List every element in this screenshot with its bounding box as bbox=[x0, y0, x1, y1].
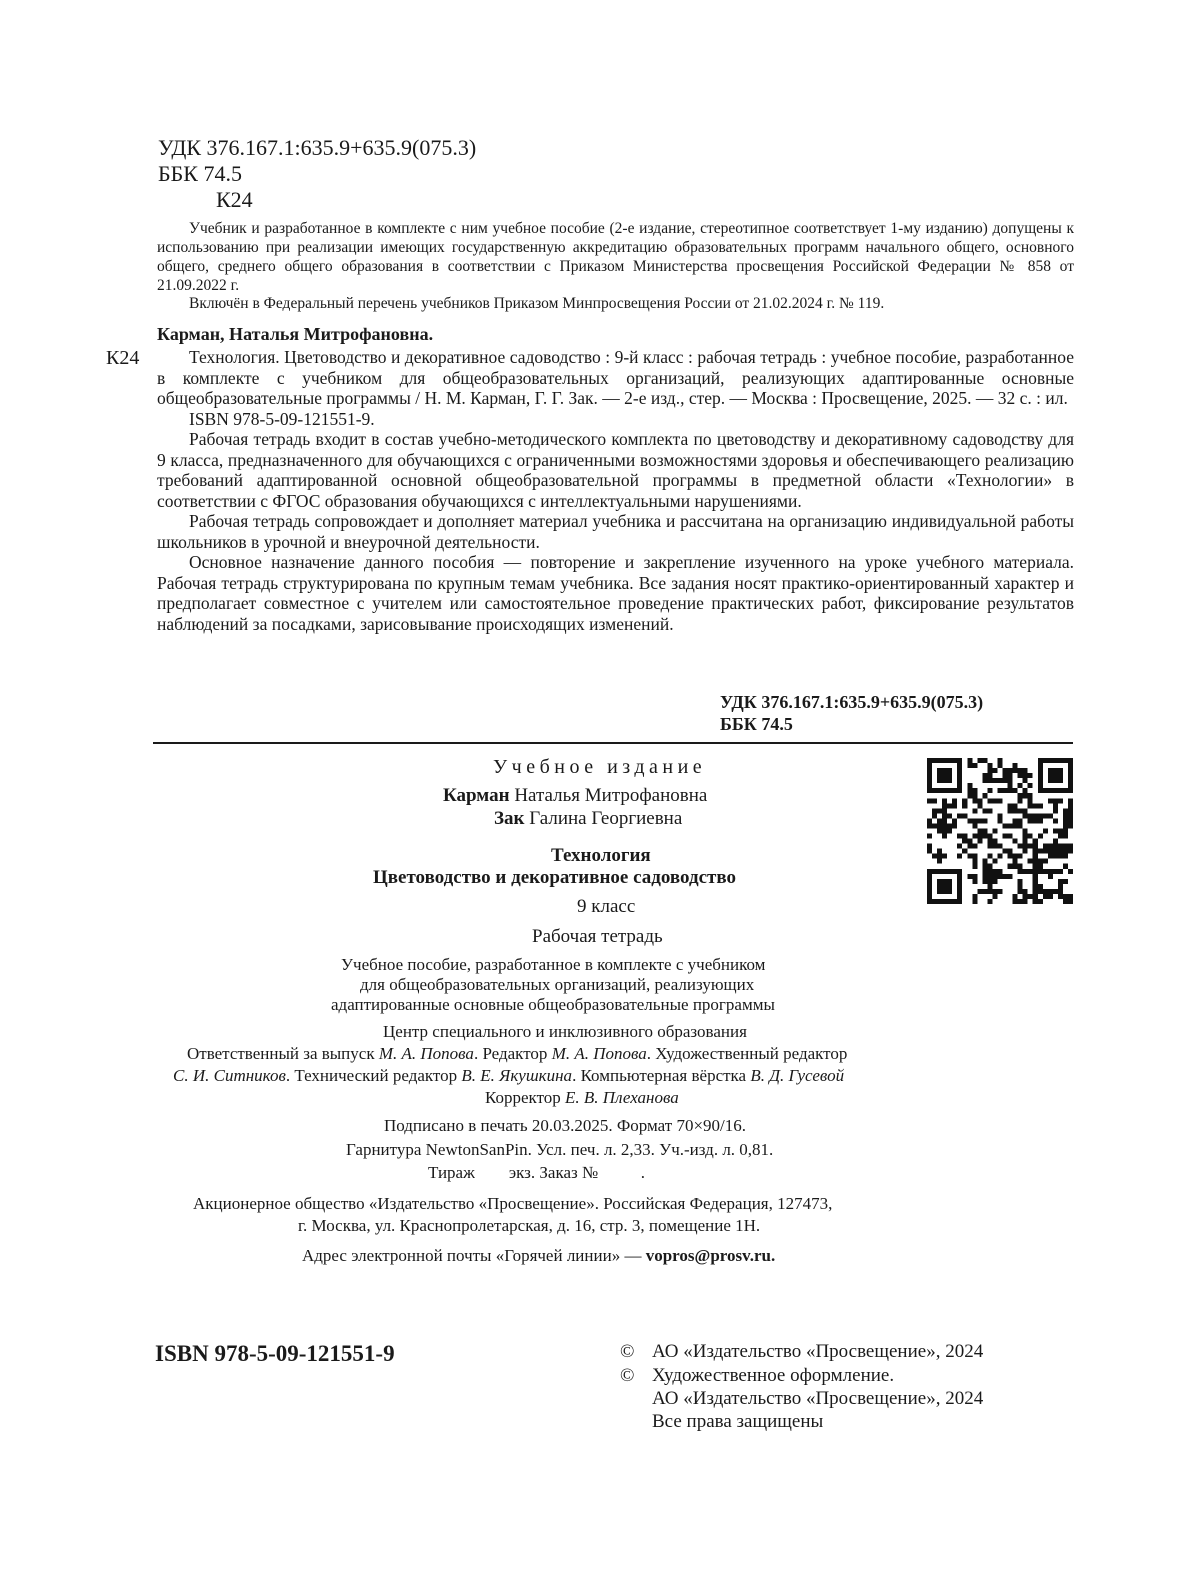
qr-code bbox=[927, 758, 1073, 904]
staff-line-3 bbox=[485, 1088, 679, 1108]
bib-annotation-3: Основное назначение данного пособия — повторение и закрепление изученного на уроке учебного материала. Рабочая тетрадь структурирована по крупным темам учебника. Все задания носят практико-ориентированный характер и предполагает совместное с учителем или самостоятельное проведение практических работ, фиксирование результатов наблюдений за посадками, зарисовывание происходящих изменений. bbox=[157, 552, 1074, 634]
email-address: vopros@prosv.ru. bbox=[645, 1246, 776, 1265]
staff-line-1 bbox=[187, 1044, 847, 1064]
author-1 bbox=[443, 785, 707, 807]
email-label: Адрес электронной почты «Горячей линии» — bbox=[302, 1246, 646, 1265]
author-mark: К24 bbox=[216, 187, 253, 212]
hotline-email bbox=[302, 1246, 775, 1266]
typeface-info: Гарнитура NewtonSanPin. Усл. печ. л. 2,33. Уч.-изд. л. 0,81. bbox=[346, 1140, 774, 1159]
copyright-2-line-2: АО «Издательство «Просвещение», 2024 bbox=[652, 1388, 984, 1409]
qr-finder-bottom-left bbox=[927, 869, 962, 904]
author-1-names: Наталья Митрофановна bbox=[509, 785, 708, 806]
bbk-code: ББК 74.5 bbox=[158, 161, 242, 186]
approval-paragraph: Учебник и разработанное в комплекте с ним учебное пособие (2-е издание, стереотипное соответствует 1-му изданию) допущены к использованию при реализации имеющих государственную аккредитацию образовательных программ начального общего, основного общего, среднего общего образования в соответствии с Приказом Министерства просвещения Российской Федерации № 858 от 21.09.2022 г. bbox=[157, 220, 1074, 294]
book-kind: Рабочая тетрадь bbox=[532, 926, 663, 947]
special-center: Центр специального и инклюзивного образования bbox=[383, 1022, 747, 1041]
bib-bbk: ББК 74.5 bbox=[720, 714, 793, 734]
book-subtitle: Цветоводство и декоративное садоводство bbox=[373, 867, 737, 888]
author-2-names: Галина Георгиевна bbox=[524, 808, 683, 829]
staff-name-layout: В. Д. Гусевой bbox=[750, 1066, 845, 1085]
staff-role-art-editor: . Художественный редактор bbox=[646, 1044, 848, 1063]
staff-name-tech-editor: В. Е. Якушкина bbox=[461, 1066, 573, 1085]
author-2 bbox=[494, 808, 682, 830]
staff-name-release: М. А. Попова bbox=[378, 1044, 474, 1063]
staff-role-tech-editor: . Технический редактор bbox=[285, 1066, 462, 1085]
bib-body bbox=[157, 347, 1074, 634]
print-run: Тираж экз. Заказ № . bbox=[428, 1163, 645, 1182]
staff-role-proofreader: Корректор bbox=[485, 1088, 566, 1107]
publisher-line-2: г. Москва, ул. Краснопролетарская, д. 16, стр. 3, помещение 1Н. bbox=[298, 1216, 761, 1235]
federal-list-paragraph: Включён в Федеральный перечень учебников Приказом Минпросвещения России от 21.02.2024 г. № 119. bbox=[189, 295, 885, 312]
bib-author: Карман, Наталья Митрофановна. bbox=[157, 324, 434, 344]
separator-rule bbox=[153, 742, 1073, 744]
bib-annotation-2: Рабочая тетрадь сопровождает и дополняет материал учебника и рассчитана на организацию индивидуальной работы школьников в урочной и внеурочной деятельности. bbox=[157, 511, 1074, 552]
qr-finder-top-left bbox=[927, 758, 962, 793]
signed-to-print: Подписано в печать 20.03.2025. Формат 70×90/16. bbox=[384, 1116, 747, 1135]
bib-udk: УДК 376.167.1:635.9+635.9(075.3) bbox=[720, 692, 984, 712]
bib-isbn: ISBN 978-5-09-121551-9. bbox=[189, 408, 375, 429]
qr-finder-top-right bbox=[1038, 758, 1073, 793]
staff-name-editor: М. А. Попова bbox=[551, 1044, 647, 1063]
staff-name-proofreader: Е. В. Плеханова bbox=[565, 1088, 679, 1107]
bib-annotation-1: Рабочая тетрадь входит в состав учебно-методического комплекта по цветоводству и декоративному садоводству для 9 класса, предназначенного для обучающихся с ограниченными возможностями здоровья и обеспечивающего реализацию требований адаптированной основной общеобразовательной программы в предметной области «Технологии» в соответствии с ФГОС образования обучающихся с интеллектуальными нарушениями. bbox=[157, 429, 1074, 511]
copyright-2-line-1: Художественное оформление. bbox=[652, 1365, 895, 1386]
book-title: Технология bbox=[551, 845, 651, 866]
publisher-line-1: Акционерное общество «Издательство «Просвещение». Российская Федерация, 127473, bbox=[193, 1194, 833, 1213]
staff-role-editor: . Редактор bbox=[473, 1044, 552, 1063]
staff-line-2 bbox=[173, 1066, 844, 1086]
bib-mark: К24 bbox=[106, 347, 140, 369]
rights-reserved: Все права защищены bbox=[652, 1411, 824, 1432]
footer-isbn: ISBN 978-5-09-121551-9 bbox=[155, 1341, 395, 1366]
edition-type: Учебное издание bbox=[493, 756, 707, 778]
copyright-1: АО «Издательство «Просвещение», 2024 bbox=[652, 1341, 984, 1362]
author-1-lastname: Карман bbox=[443, 785, 510, 806]
staff-role-layout: . Компьютерная вёрстка bbox=[572, 1066, 751, 1085]
book-desc-2: для общеобразовательных организаций, реализующих bbox=[360, 975, 755, 994]
staff-role-release: Ответственный за выпуск bbox=[187, 1044, 379, 1063]
copyright-2-symbol: © bbox=[620, 1365, 635, 1386]
book-grade: 9 класс bbox=[577, 896, 636, 917]
author-2-lastname: Зак bbox=[494, 808, 525, 829]
bib-description: Технология. Цветоводство и декоративное садоводство : 9-й класс : рабочая тетрадь : учебное пособие, разработанное в комплекте с учебником для общеобразовательных организаций, реализующих адаптированные основные общеобразовательные программы / Н. М. Карман, Г. Г. Зак. — 2-е изд., стер. — Москва : Просвещение, 2025. — 32 с. : ил. bbox=[157, 347, 1074, 408]
book-desc-1: Учебное пособие, разработанное в комплекте с учебником bbox=[341, 955, 766, 974]
udk-code: УДК 376.167.1:635.9+635.9(075.3) bbox=[158, 135, 477, 160]
staff-name-art-editor: С. И. Ситников bbox=[173, 1066, 286, 1085]
copyright-1-symbol: © bbox=[620, 1341, 635, 1362]
book-desc-3: адаптированные основные общеобразовательные программы bbox=[331, 995, 775, 1014]
